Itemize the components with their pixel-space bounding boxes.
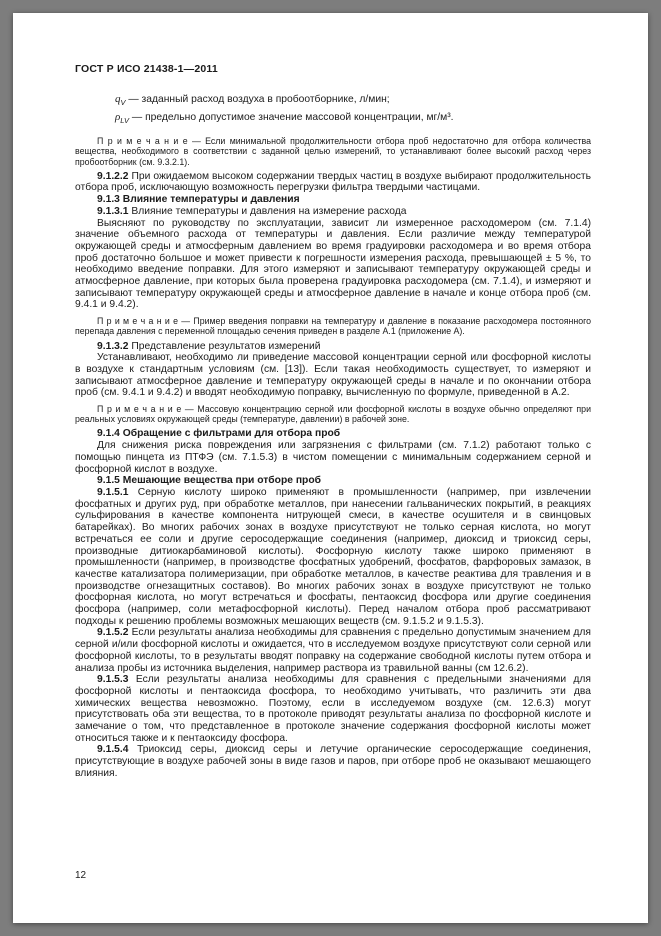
clause-number: 9.1.3.2: [97, 340, 129, 352]
page-number: 12: [75, 870, 87, 881]
definition-rho-lv-text: — предельно допустимое значение массовой концентрации, мг/м³.: [131, 112, 454, 124]
note-paragraph: П р и м е ч а н и е — Массовую концентрацию серной или фосфорной кислоты в воздухе обычно определяют при реальных условиях окружающей среды (температуре, давлении) в рабочей зоне.: [75, 404, 591, 425]
clause-number: 9.1.5.3: [97, 674, 129, 686]
body-paragraph: Для снижения риска повреждения или загрязнения с фильтрами (см. 7.1.2) работают только с помощью пинцета из ПТФЭ (см. 7.1.5.3) в чистом помещении с минимальным содержанием серной и фосфорной кислот в воздухе.: [75, 440, 591, 475]
clause-number: 9.1.5.2: [97, 627, 129, 639]
symbol-rho: ρ: [115, 111, 121, 124]
definition-rho-lv: [115, 110, 591, 128]
section-heading: 9.1.4 Обращение с фильтрами для отбора проб: [97, 428, 341, 440]
section-heading: 9.1.3 Влияние температуры и давления: [97, 194, 300, 206]
symbol-q-subscript: V: [120, 98, 126, 108]
clause-text: Представление результатов измерений: [131, 340, 321, 352]
symbol-definitions: [115, 92, 591, 128]
clause-text: Если результаты анализа необходимы для сравнения с предельно допустимым значением для серной и/или фосфорной кислоты и ожидается, что в исследуемом воздухе присутствуют соли серной или фосфорной кислоты, то в результаты вводят поправку на содержание свободной кислоты путем отбора и анализа пробы из источника выделения, например раствора из травильной ванны (см 12.6.2).: [75, 627, 591, 674]
definition-qv-text: — заданный расход воздуха в пробоотборнике, л/мин;: [128, 94, 390, 105]
clause-number: 9.1.2.2: [97, 170, 129, 182]
clause-text: Триоксид серы, диоксид серы и летучие органические серосодержащие соединения, присутствующие в воздухе рабочей зоны в виде газов и паров, при отборе проб не оказывают мешающего влияния.: [75, 744, 591, 779]
clause-paragraph: [75, 627, 591, 674]
clause-text: Если результаты анализа необходимы для сравнения с предельными значениями для фосфорной кислоты и пентаоксида фосфора, то необходимо учитывать, что различить эти два химических вещества невозможно. Поэтому, если в исследуемом воздухе (см. 12.6.3) могут присутствовать оба эти вещества, то в протоколе приводят результаты анализа по фосфорной кислоте и замечание о том, что представленное в протоколе значение содержания фосфорной кислоты может относиться также и к пентаоксиду фосфора.: [75, 674, 591, 744]
note-paragraph: П р и м е ч а н и е — Если минимальной продолжительности отбора проб недостаточно для отбора количества вещества, необходимого в соответствии с заданной целью измерений, то устанавливают более высокий расход через пробоотборник (см. 9.3.2.1).: [75, 136, 591, 167]
clause-paragraph: [75, 171, 591, 194]
clause-text: Влияние температуры и давления на измерение расхода: [131, 205, 407, 217]
doc-header: ГОСТ Р ИСО 21438-1—2011: [75, 63, 218, 75]
note-paragraph: П р и м е ч а н и е — Пример введения поправки на температуру и давление в показание расходомера постоянного перепада давления с переменной площадью сечения приведен в разделе А.1 (приложение А).: [75, 316, 591, 337]
document-page: [13, 13, 648, 923]
clause-text: При ожидаемом высоком содержании твердых частиц в воздухе выбирают продолжительность отбора проб, исключающую возможность перегрузки фильтра твердыми частицами.: [75, 170, 591, 194]
clause-paragraph: [75, 674, 591, 744]
section-heading: 9.1.5 Мешающие вещества при отборе проб: [97, 475, 321, 487]
clause-paragraph: [75, 487, 591, 627]
clause-number: 9.1.5.1: [97, 486, 129, 498]
symbol-q: q: [115, 93, 121, 105]
body-paragraph: Выясняют по руководству по эксплуатации, зависит ли измеренное расходомером (см. 7.1.4) значение объемного расхода от температуры и давления. Если различие между температурой окружающей среды и атмосферным давлением во время градуировки расходомера и во время отбора проб достаточно большое и может привести к погрешности измерения расхода, превышающей ± 5 %, то необходимо введение поправки. Для этого измеряют и записывают температуру окружающей среды и атмосферное давление, при которых была проверена градуировка расходомера (см. 7.1.4), и измеряют и записывают температуру окружающей среды и атмосферное давление в начале и конце отбора проб (см. 9.4.1 и 9.4.2).: [75, 217, 591, 311]
clause-number: 9.1.3.1: [97, 205, 129, 217]
clause-text: Серную кислоту широко применяют в промышленности (например, при извлечении фосфатных и других руд, при обработке металлов, при нанесении гальванических покрытий, в реакциях сульфирования в качестве компонента нитрующей смеси, в качестве осушителя и в свинцовых батарейках). Во многих рабочих зонах в воздухе присутствуют не только серная кислота, но могут встречаться ее соли и другие серосодержащие соединения (например, диоксид и триоксид серы, производные дитиокарбаминовой кислоты). Фосфорную кислоту также широко применяют в промышленности (например, в производстве фосфатных удобрений, фосфатов, фарфоровых замазок, в качестве катализатора полимеризации, при обработке металлов, в качестве реактива для травления и в производстве огнезащитных составов). Во многих рабочих зонах в воздухе присутствуют не только фосфорная кислота, но могут встречаться и фосфаты, пентаоксид фосфора или другие соединения фосфора (например, соли метафосфорной кислоты). Перед началом отбора проб рассматривают подходы к решению проблемы возможных мешающих веществ (см. 9.1.5.2 и 9.1.5.3).: [75, 486, 591, 627]
body-paragraph: Устанавливают, необходимо ли приведение массовой концентрации серной или фосфорной кислоты в воздухе к стандартным условиям (см. [13]). Если такая необходимость существует, то измеряют и записывают атмосферное давление и температуру окружающей среды в начале и по окончании отбора проб (см. 9.4.1 и 9.4.2) и вводят необходимую поправку, вычисленную по формуле, приведенной в А.2.: [75, 352, 591, 399]
definition-qv: [115, 92, 591, 110]
symbol-rho-subscript: LV: [120, 116, 130, 126]
clause-paragraph: [75, 206, 591, 218]
clause-number: 9.1.5.4: [97, 744, 129, 756]
clause-paragraph: [75, 744, 591, 779]
clause-paragraph: [75, 341, 591, 353]
